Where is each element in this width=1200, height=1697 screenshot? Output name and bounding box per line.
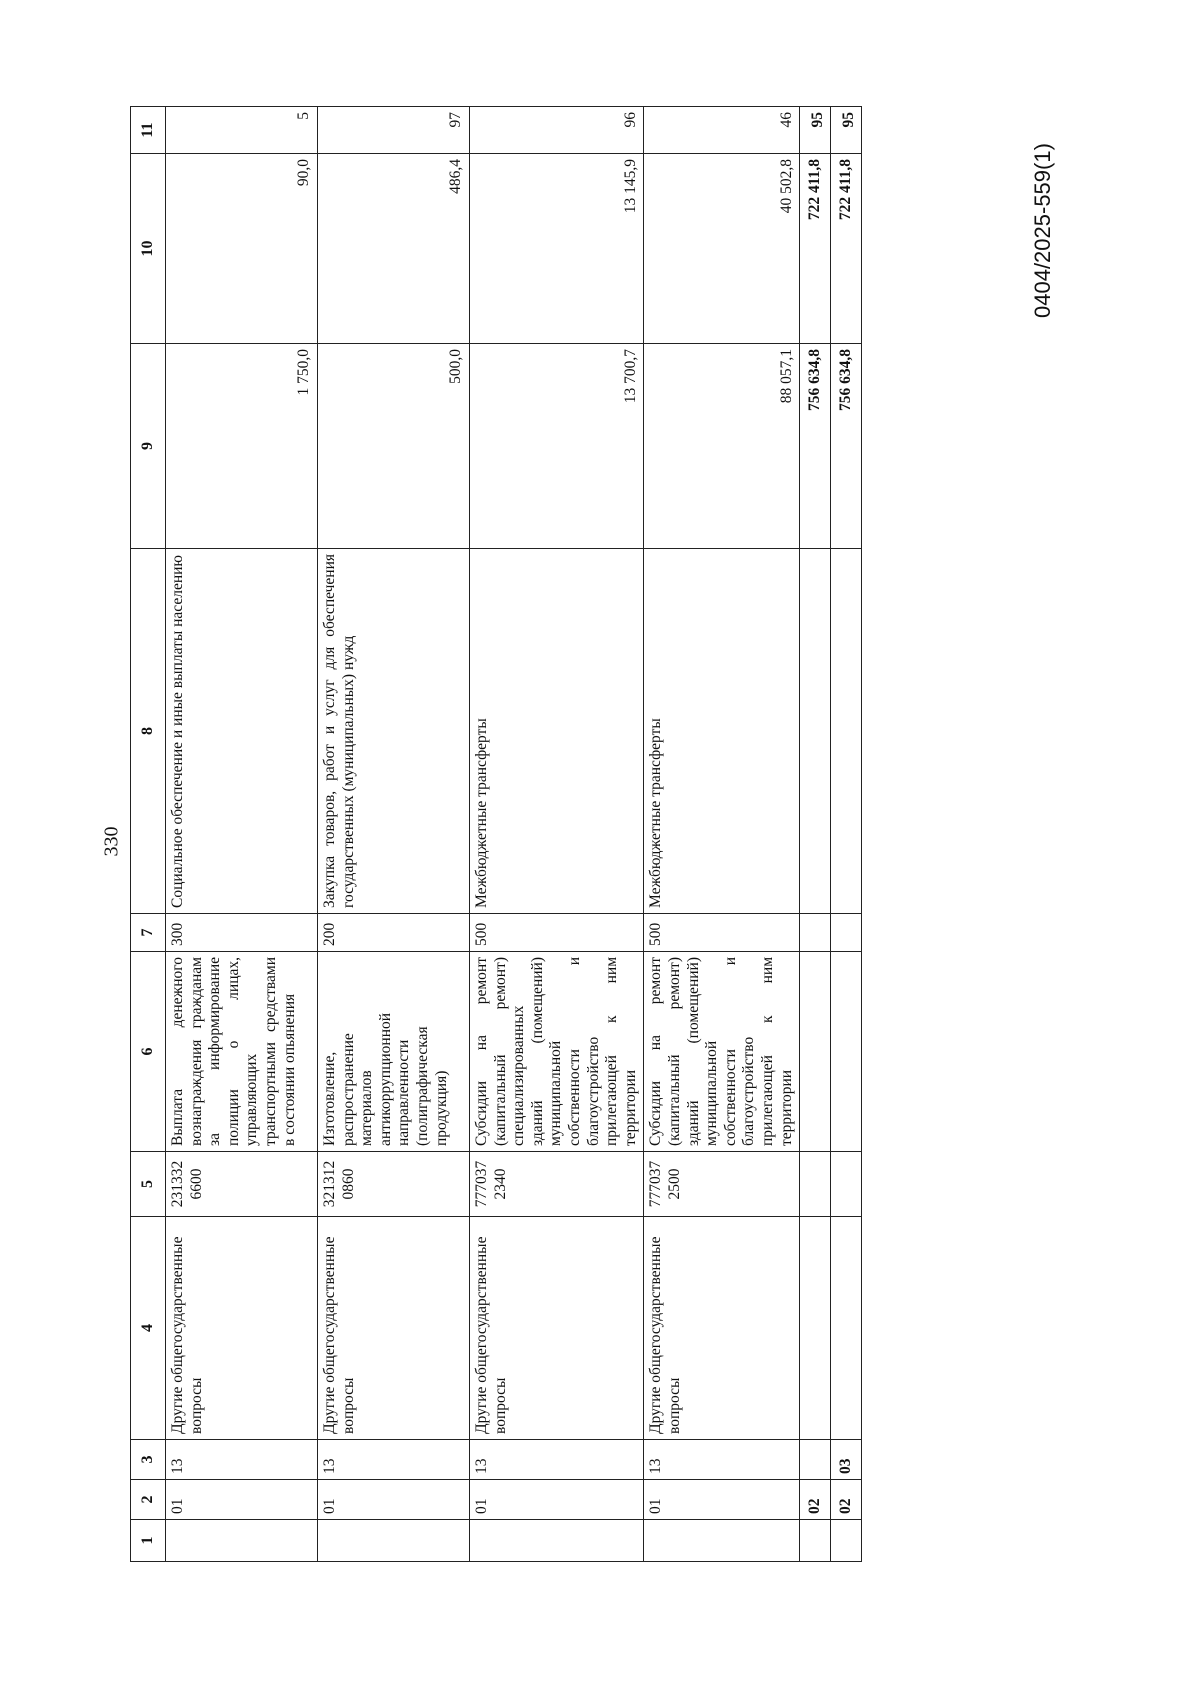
col-header-11: 11 — [131, 107, 166, 154]
cell-c1 — [831, 1520, 862, 1562]
cell-empty — [831, 1217, 862, 1440]
cell-subsection — [800, 1440, 831, 1480]
col-header-5: 5 — [131, 1152, 166, 1217]
cell-expense-type: 200 — [318, 914, 470, 952]
cell-expense-name: Межбюджетные трансферты — [644, 549, 800, 914]
cell-target-name: Субсидии на ремонт (капитальный ремонт) зданий (помещений) муниципальной собственности и благоустройство прилегающей к ним территории — [644, 952, 800, 1152]
rotated-table-wrapper — [130, 107, 1088, 1562]
cell-subsection: 03 — [831, 1440, 862, 1480]
cell-expense-name: Закупка товаров, работ и услуг для обеспечения государственных (муниципальных) нужд — [318, 549, 470, 914]
cell-percent: 97 — [318, 107, 470, 154]
cell-empty — [831, 914, 862, 952]
cell-empty — [800, 549, 831, 914]
page-number: 330 — [100, 826, 123, 857]
cell-executed: 722 411,8 — [800, 154, 831, 344]
cell-subsection: 13 — [318, 1440, 470, 1480]
cell-section-name: Другие общегосударственные вопросы — [166, 1217, 318, 1440]
col-header-9: 9 — [131, 344, 166, 549]
col-header-8: 8 — [131, 549, 166, 914]
cell-planned: 1 750,0 — [166, 344, 318, 549]
cell-executed: 722 411,8 — [831, 154, 862, 344]
cell-percent: 5 — [166, 107, 318, 154]
cell-subsection: 13 — [166, 1440, 318, 1480]
cell-target-name: Изготовление, распространение материалов антикоррупционной направленности (полиграфическая продукция) — [318, 952, 470, 1152]
cell-empty — [831, 952, 862, 1152]
col-header-7: 7 — [131, 914, 166, 952]
cell-target-code: 777037 2340 — [470, 1152, 644, 1217]
table-row — [318, 107, 470, 1562]
cell-target-code: 777037 2500 — [644, 1152, 800, 1217]
cell-section-name: Другие общегосударственные вопросы — [318, 1217, 470, 1440]
cell-c1 — [318, 1520, 470, 1562]
cell-percent: 46 — [644, 107, 800, 154]
cell-c1 — [470, 1520, 644, 1562]
cell-expense-name: Социальное обеспечение и иные выплаты населению — [166, 549, 318, 914]
cell-percent: 95 — [800, 107, 831, 154]
cell-empty — [800, 952, 831, 1152]
cell-section: 02 — [831, 1480, 862, 1520]
cell-target-code: 231332 6600 — [166, 1152, 318, 1217]
cell-subsection: 13 — [644, 1440, 800, 1480]
cell-section: 01 — [644, 1480, 800, 1520]
cell-expense-name: Межбюджетные трансферты — [470, 549, 644, 914]
cell-section-name: Другие общегосударственные вопросы — [470, 1217, 644, 1440]
cell-subsection: 13 — [470, 1440, 644, 1480]
cell-planned: 756 634,8 — [800, 344, 831, 549]
budget-table — [130, 106, 862, 1562]
col-header-6: 6 — [131, 952, 166, 1152]
cell-expense-type: 500 — [644, 914, 800, 952]
cell-executed: 40 502,8 — [644, 154, 800, 344]
cell-section-name: Другие общегосударственные вопросы — [644, 1217, 800, 1440]
document-code: 0404/2025-559(1) — [1030, 143, 1055, 318]
cell-section: 01 — [470, 1480, 644, 1520]
col-header-3: 3 — [131, 1440, 166, 1480]
cell-target-name: Выплата денежного вознаграждения гражданам за информирование полиции о лицах, управляющих транспортными средствами в состоянии опьянения — [166, 952, 318, 1152]
cell-empty — [831, 549, 862, 914]
cell-c1 — [166, 1520, 318, 1562]
cell-section: 01 — [166, 1480, 318, 1520]
cell-planned: 13 700,7 — [470, 344, 644, 549]
cell-empty — [831, 1152, 862, 1217]
table-row — [644, 107, 800, 1562]
total-row — [800, 107, 831, 1562]
cell-executed: 486,4 — [318, 154, 470, 344]
cell-section: 02 — [800, 1480, 831, 1520]
cell-percent: 95 — [831, 107, 862, 154]
table-row — [166, 107, 318, 1562]
cell-expense-type: 500 — [470, 914, 644, 952]
cell-c1 — [644, 1520, 800, 1562]
col-header-4: 4 — [131, 1217, 166, 1440]
col-header-2: 2 — [131, 1480, 166, 1520]
cell-empty — [800, 1152, 831, 1217]
cell-target-code: 321312 0860 — [318, 1152, 470, 1217]
cell-percent: 96 — [470, 107, 644, 154]
col-header-10: 10 — [131, 154, 166, 344]
cell-section: 01 — [318, 1480, 470, 1520]
total-row — [831, 107, 862, 1562]
cell-c1 — [800, 1520, 831, 1562]
cell-target-name: Субсидии на ремонт (капитальный ремонт) специализированных зданий (помещений) муниципальной собственности и благоустройство прилегающей к ним территории — [470, 952, 644, 1152]
cell-executed: 90,0 — [166, 154, 318, 344]
cell-planned: 88 057,1 — [644, 344, 800, 549]
table-row — [470, 107, 644, 1562]
cell-executed: 13 145,9 — [470, 154, 644, 344]
col-header-1: 1 — [131, 1520, 166, 1562]
cell-empty — [800, 1217, 831, 1440]
header-row — [131, 107, 166, 1562]
cell-expense-type: 300 — [166, 914, 318, 952]
cell-planned: 500,0 — [318, 344, 470, 549]
cell-planned: 756 634,8 — [831, 344, 862, 549]
cell-empty — [800, 914, 831, 952]
